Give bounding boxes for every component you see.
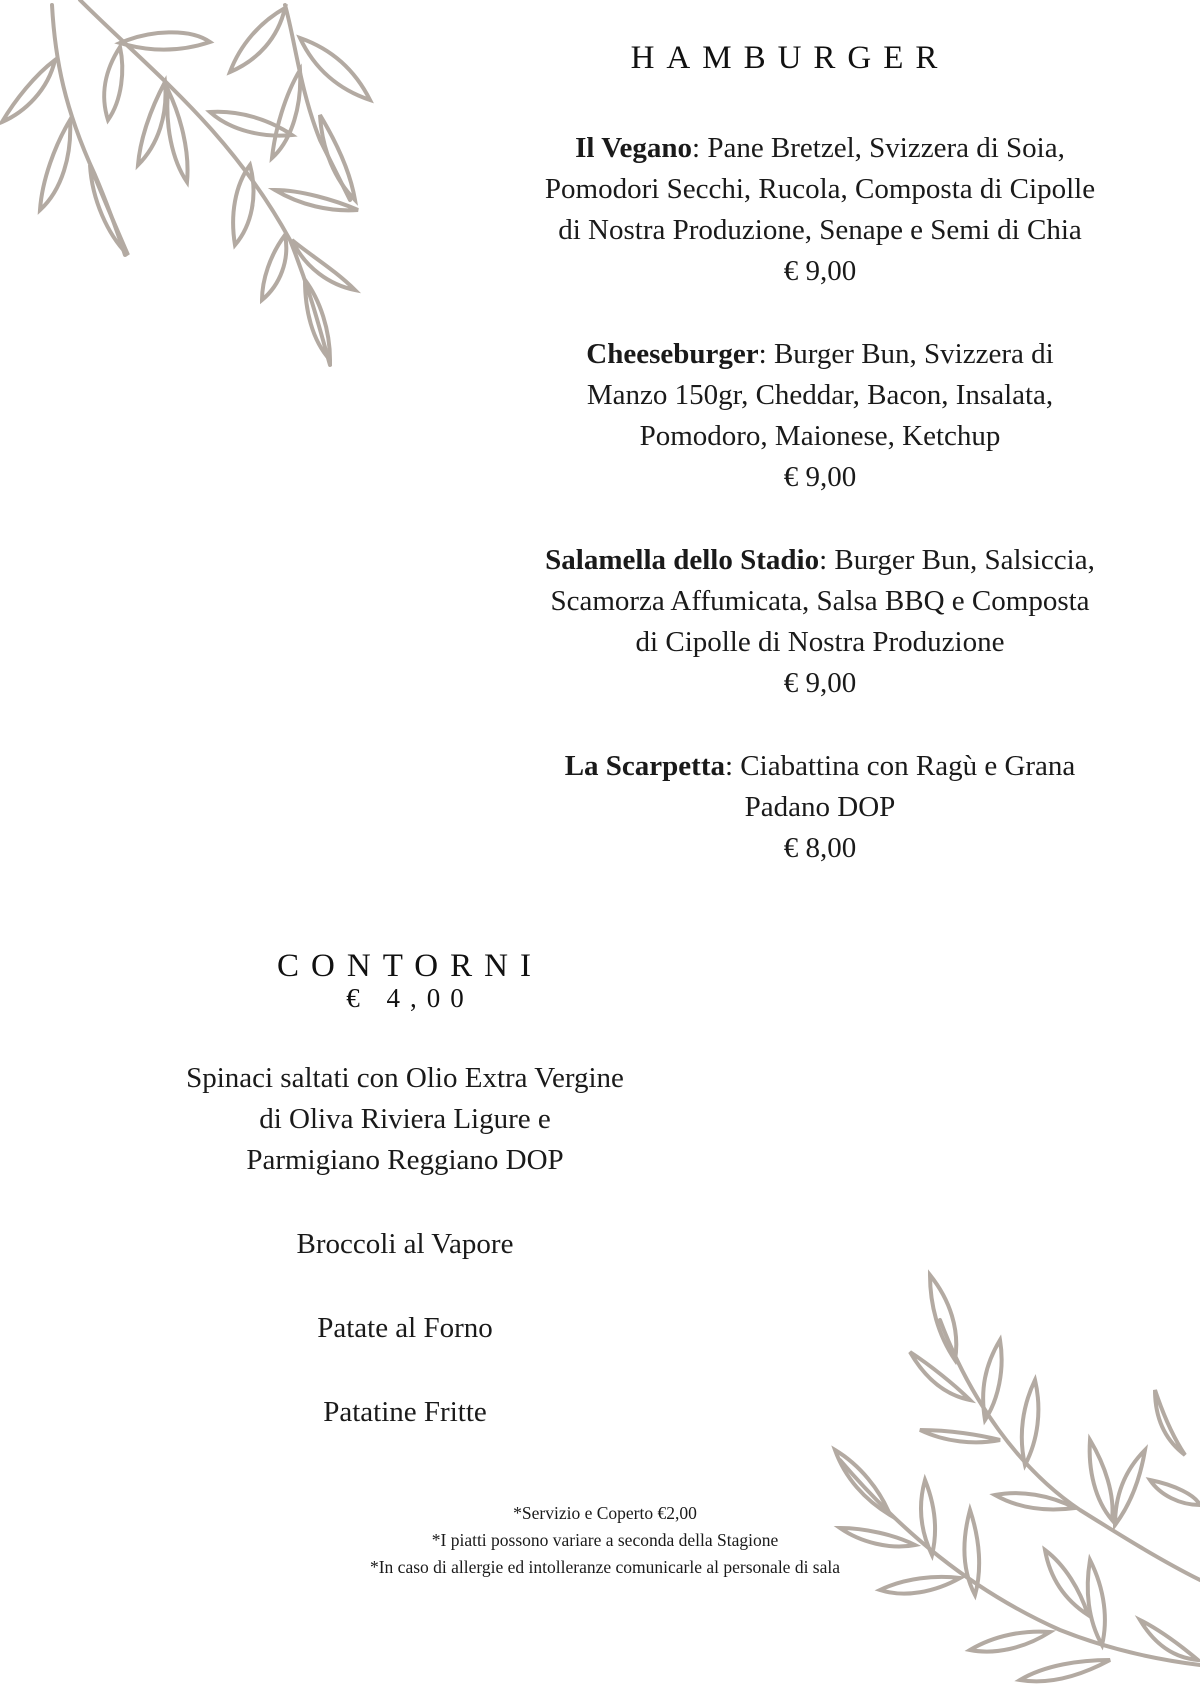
contorni-section-title: CONTORNI xyxy=(277,948,543,984)
olive-branch-icon-top-left xyxy=(0,0,380,380)
menu-item-cheeseburger: Cheeseburger: Burger Bun, Svizzera di Manzo 150gr, Cheddar, Bacon, Insalata, Pomodoro, Maionese, Ketchup € 9,00 xyxy=(470,334,1170,498)
footnote-seasonal: *I piatti possono variare a seconda della Stagione xyxy=(431,1530,779,1550)
item-price: € 9,00 xyxy=(783,461,857,493)
item-name: Il Vegano xyxy=(575,132,692,164)
menu-item-salamella-dello-stadio: Salamella dello Stadio: Burger Bun, Salsiccia, Scamorza Affumicata, Salsa BBQ e Composta di Cipolle di Nostra Produzione € 9,00 xyxy=(470,540,1170,704)
side-line: Patate al Forno xyxy=(317,1312,493,1344)
item-desc-line: di Nostra Produzione, Senape e Semi di Chia xyxy=(558,214,1082,246)
footnotes xyxy=(280,1500,930,1581)
item-desc-line: Pomodori Secchi, Rucola, Composta di Cipolle xyxy=(544,173,1096,205)
item-desc-line: Pane Bretzel, Svizzera di Soia, xyxy=(707,132,1065,164)
side-line: di Oliva Riviera Ligure e xyxy=(259,1103,551,1135)
side-line: Parmigiano Reggiano DOP xyxy=(246,1144,564,1176)
side-line: Broccoli al Vapore xyxy=(296,1228,514,1260)
item-price: € 8,00 xyxy=(783,832,857,864)
item-desc-line: Ciabattina con Ragù e Grana xyxy=(740,750,1076,782)
side-line: Patatine Fritte xyxy=(323,1396,487,1428)
side-item-patate xyxy=(120,1308,690,1349)
item-desc-line: Burger Bun, Svizzera di xyxy=(773,338,1054,370)
item-name: La Scarpetta xyxy=(564,750,725,782)
item-desc-line: Manzo 150gr, Cheddar, Bacon, Insalata, xyxy=(586,379,1054,411)
item-desc-line: Pomodoro, Maionese, Ketchup xyxy=(639,420,1001,452)
item-price: € 9,00 xyxy=(783,255,857,287)
side-item-spinaci xyxy=(120,1058,690,1181)
side-item-broccoli xyxy=(120,1224,690,1265)
footnote-allergies: *In caso di allergie ed intolleranze comunicarle al personale di sala xyxy=(369,1557,841,1577)
item-desc-line: Burger Bun, Salsiccia, xyxy=(834,544,1095,576)
item-desc-line: di Cipolle di Nostra Produzione xyxy=(635,626,1005,658)
item-desc-line: Padano DOP xyxy=(744,791,896,823)
item-name: Cheeseburger xyxy=(586,338,759,370)
menu-item-la-scarpetta: La Scarpetta: Ciabattina con Ragù e Grana Padano DOP € 8,00 xyxy=(470,746,1170,869)
item-price: € 9,00 xyxy=(783,667,857,699)
item-desc-line: Scamorza Affumicata, Salsa BBQ e Composta xyxy=(550,585,1090,617)
hamburger-section-title: HAMBURGER xyxy=(630,40,950,76)
item-name: Salamella dello Stadio xyxy=(545,544,820,576)
side-item-patatine xyxy=(120,1392,690,1433)
contorni-list xyxy=(120,1058,690,1476)
footnote-service-charge: *Servizio e Coperto €2,00 xyxy=(513,1503,697,1523)
side-line: Spinaci saltati con Olio Extra Vergine xyxy=(186,1062,624,1094)
contorni-price: € 4,00 xyxy=(346,983,474,1013)
menu-item-il-vegano: Il Vegano: Pane Bretzel, Svizzera di Soia, Pomodori Secchi, Rucola, Composta di Cipolle di Nostra Produzione, Senape e Semi di Chia € 9,00 xyxy=(470,128,1170,292)
olive-branch-icon-bottom-right xyxy=(820,1260,1200,1697)
hamburger-list xyxy=(470,128,1170,911)
